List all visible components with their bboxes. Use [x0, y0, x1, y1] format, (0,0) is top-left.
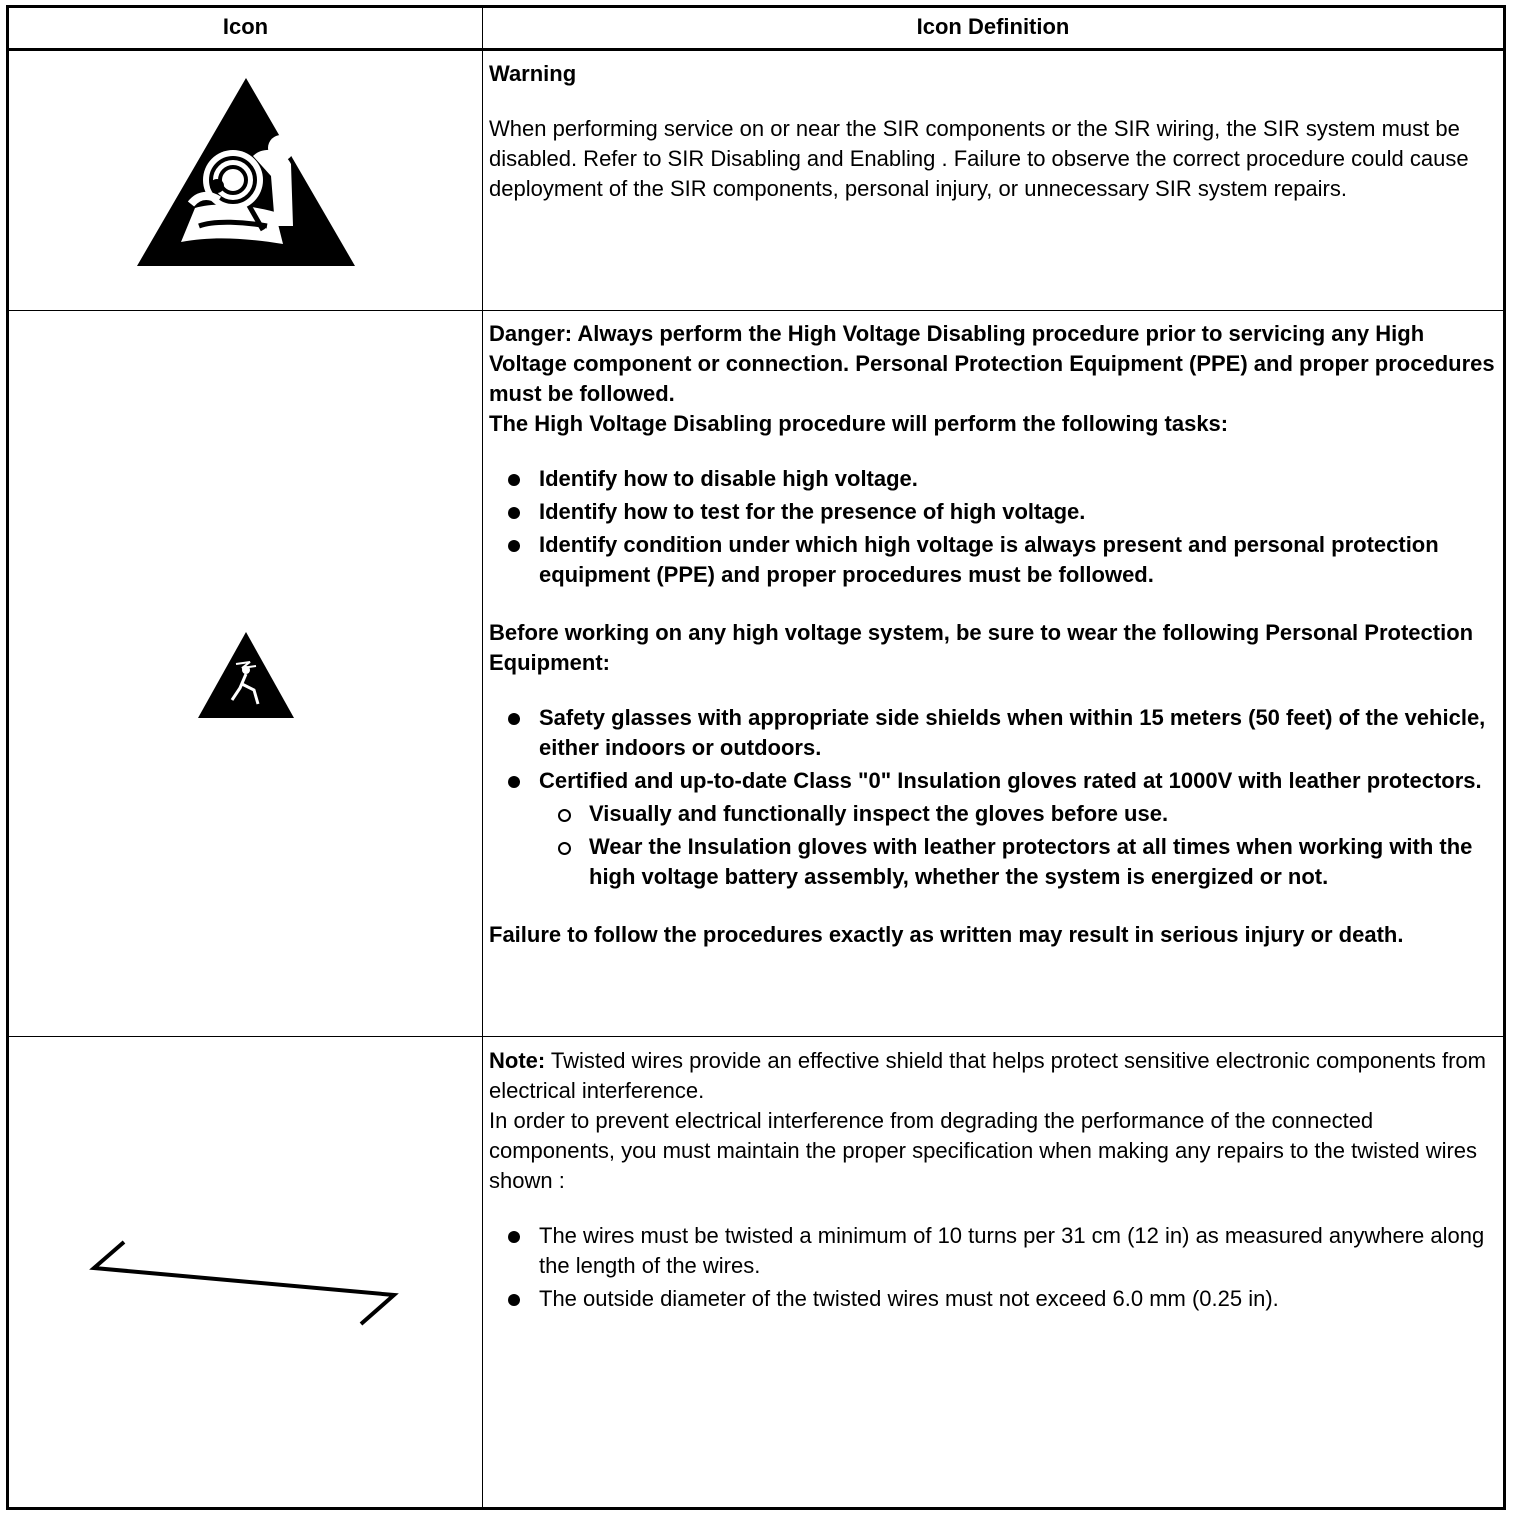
glove-notes-list	[539, 799, 1504, 892]
list-item: Identify how to test for the presence of high voltage.	[489, 497, 1504, 527]
warning-title: Warning	[489, 61, 577, 86]
list-item: Identify how to disable high voltage.	[489, 464, 1504, 494]
warning-paragraph: When performing service on or near the SIR components or the SIR wiring, the SIR system must be disabled. Refer to SIR Disabling and Enabling . Failure to observe the correct procedure could cause deployment of the SIR components, personal injury, or unnecessary SIR system repairs.	[489, 116, 1469, 201]
note-label: Note:	[489, 1048, 546, 1073]
twisted-wires-paragraph: In order to prevent electrical interference from degrading the performance of the connected components, you must maintain the proper specification when making any repairs to the twisted wires shown :	[489, 1108, 1478, 1193]
list-item: The wires must be twisted a minimum of 10 turns per 31 cm (12 in) as measured anywhere along the length of the wires.	[489, 1221, 1504, 1281]
list-item: Wear the Insulation gloves with leather protectors at all times when working with the high voltage battery assembly, whether the system is energized or not.	[539, 832, 1504, 892]
tasks-list	[489, 464, 1504, 590]
header-icon: Icon	[222, 14, 269, 39]
twisted-wires-icon	[89, 1238, 399, 1328]
column-divider	[482, 8, 483, 1507]
note-paragraph	[489, 1046, 1504, 1106]
row-divider-2	[9, 1036, 1503, 1037]
airbag-warning-icon	[135, 76, 357, 268]
list-item: The outside diameter of the twisted wires must not exceed 6.0 mm (0.25 in).	[489, 1284, 1504, 1314]
danger-closing: Failure to follow the procedures exactly as written may result in serious injury or death.	[489, 922, 1404, 947]
row-divider-1	[9, 310, 1503, 311]
header-divider	[9, 48, 1503, 51]
danger-definition	[489, 319, 1504, 950]
high-voltage-danger-icon	[196, 630, 296, 720]
list-item: Visually and functionally inspect the gloves before use.	[539, 799, 1504, 829]
ppe-list	[489, 703, 1504, 892]
danger-intro: Danger: Always perform the High Voltage Disabling procedure prior to servicing any High Voltage component or connection. Personal Protection Equipment (PPE) and proper procedures must be followed.	[489, 321, 1495, 406]
note-definition	[489, 1046, 1504, 1317]
list-item: Identify condition under which high voltage is always present and personal protection equipment (PPE) and proper procedures must be followed.	[489, 530, 1504, 590]
header-icon-definition: Icon Definition	[916, 14, 1070, 39]
ppe-intro: Before working on any high voltage system, be sure to wear the following Personal Protection Equipment:	[489, 620, 1474, 675]
note-text: Twisted wires provide an effective shield that helps protect sensitive electronic components from electrical interference.	[489, 1048, 1486, 1103]
specs-list	[489, 1221, 1504, 1314]
ppe-gloves-text: Certified and up-to-date Class "0" Insulation gloves rated at 1000V with leather protectors.	[539, 768, 1482, 793]
warning-definition	[489, 59, 1504, 204]
list-item	[489, 766, 1504, 892]
list-item: Safety glasses with appropriate side shields when within 15 meters (50 feet) of the vehicle, either indoors or outdoors.	[489, 703, 1504, 763]
icon-definition-table	[6, 5, 1506, 1510]
tasks-intro: The High Voltage Disabling procedure will perform the following tasks:	[489, 411, 1229, 436]
